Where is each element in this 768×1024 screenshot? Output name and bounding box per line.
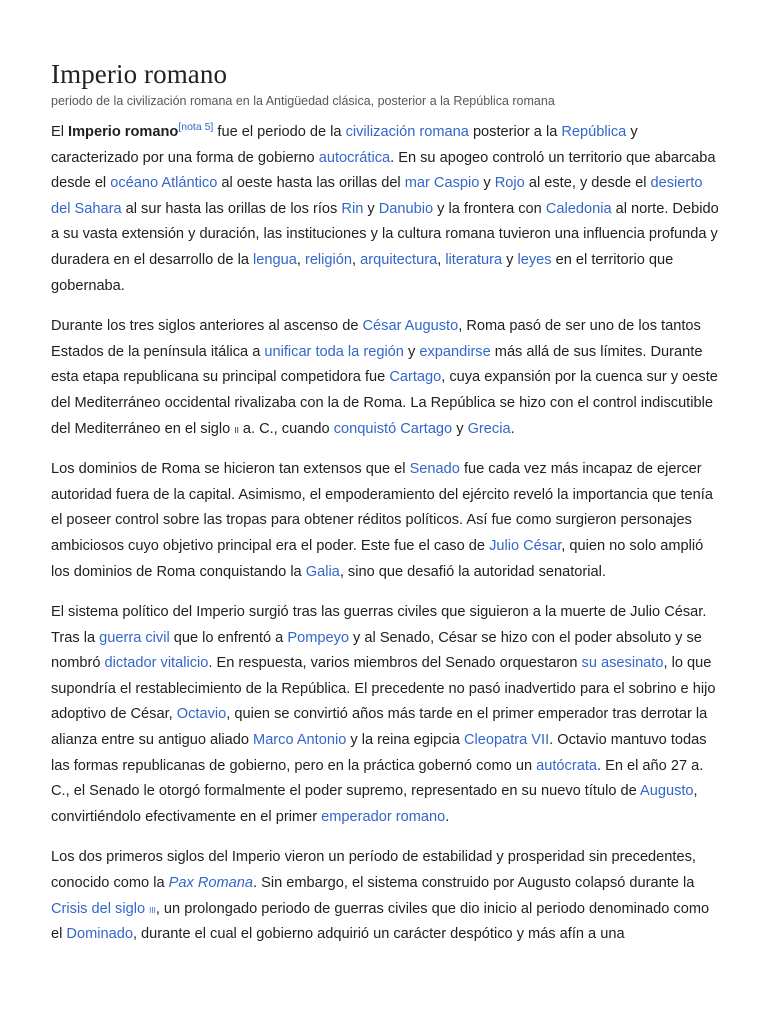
text-run: fue cada vez más incapaz de ejercer autoridad fuera de la capital. Asimismo, el empoderamiento del ejército reveló la importancia que tenía el poseer control sobre las tropas para obtener réditos políticos. Así fue como surgieron personajes ambiciosos cuyo objetivo principal era el poder. Este fue el caso de	[51, 461, 713, 554]
paragraph	[51, 845, 723, 947]
text-run: a. C., cuando	[238, 420, 334, 437]
text-run: , sino que desafió la autoridad senatorial.	[339, 563, 606, 580]
inline-link[interactable]: Dominado	[66, 926, 133, 943]
text-run: El sistema político del Imperio surgió tras las guerras civiles que siguieron a la muerte de Julio César. Tras la	[51, 604, 707, 646]
text-run: y	[403, 343, 420, 360]
inline-link[interactable]: Danubio	[378, 200, 434, 217]
inline-link[interactable]: océano Atlántico	[110, 175, 218, 192]
text-run: , Roma pasó de ser uno de los tantos Estados de la península itálica a	[51, 318, 701, 360]
text-run: al sur hasta las orillas de los ríos	[121, 200, 342, 217]
inline-link[interactable]: César Augusto	[362, 318, 459, 335]
text-run: y la reina egipcia	[346, 732, 464, 749]
inline-link[interactable]: Marco Antonio	[253, 732, 347, 749]
text-run: al norte. Debido a su vasta extensión y duración, las instituciones y la cultura romana tuvieron una influencia profunda y duradera en el desarrollo de la	[51, 200, 719, 268]
inline-link[interactable]: desierto del Sahara	[51, 175, 703, 217]
text-run: y	[452, 420, 468, 437]
text-run: en el territorio que gobernaba.	[51, 251, 674, 294]
inline-link[interactable]: Pompeyo	[287, 629, 349, 646]
paragraph	[51, 457, 723, 585]
text-run: ,	[437, 251, 446, 268]
inline-link[interactable]: conquistó Cartago	[333, 420, 453, 437]
text-run: y	[479, 175, 495, 192]
text-run: , quien se convirtió años más tarde en el primer emperador tras derrotar la alianza entre su antiguo aliado	[51, 706, 708, 749]
text-run: , durante el cual el gobierno adquirió un carácter despótico y más afín a una	[132, 926, 625, 943]
inline-link[interactable]: Pax Romana	[168, 875, 254, 892]
inline-link[interactable]: civilización romana	[345, 124, 469, 140]
text-run: . Octavio mantuvo todas las formas republicanas de gobierno, pero en la práctica gobernó como un	[51, 732, 707, 774]
text-run: , un prolongado periodo de guerras civiles que dio inicio al periodo denominado como el	[51, 900, 710, 943]
inline-link[interactable]: guerra civil	[99, 629, 170, 646]
inline-link[interactable]: iii	[149, 901, 156, 916]
text-run: ii	[234, 421, 239, 436]
page-title: Imperio romano	[51, 59, 228, 89]
text-run: , convirtiéndolo efectivamente en el primer	[51, 783, 698, 825]
text-run: . En el año 27 a. C., el Senado le otorgó formalmente el poder supremo, representado en su nuevo título de	[51, 757, 704, 800]
inline-link[interactable]: Julio César	[489, 537, 562, 554]
article	[51, 56, 723, 963]
inline-link[interactable]: leyes	[517, 251, 552, 268]
text-run: .	[445, 808, 450, 825]
text-run: .	[510, 420, 515, 437]
inline-link[interactable]: Augusto	[639, 783, 694, 800]
text-run: , cuya expansión por la cuenca sur y oeste del Mediterráneo occidental rivalizaba con la de Roma. La República se hizo con el control indiscutible del Mediterráneo en el siglo	[51, 369, 718, 437]
inline-link[interactable]: religión	[304, 251, 353, 268]
text-run: Los dominios de Roma se hicieron tan extensos que el	[51, 461, 410, 478]
text-run: al este, y desde el	[524, 175, 651, 192]
inline-link[interactable]: unificar toda la región	[264, 343, 404, 360]
inline-link[interactable]: Galia	[305, 563, 340, 580]
text-run: Los dos primeros siglos del Imperio vieron un período de estabilidad y prosperidad sin precedentes, conocido como la	[51, 849, 696, 892]
paragraph	[51, 314, 723, 442]
text-run: y al Senado, César se hizo con el poder absoluto y se nombró	[51, 629, 702, 672]
text-run: Imperio romano	[68, 124, 179, 140]
inline-link[interactable]: mar Caspio	[404, 175, 480, 192]
text-run: ,	[296, 251, 305, 268]
inline-link[interactable]: Cartago	[389, 369, 442, 386]
inline-link[interactable]: Senado	[409, 461, 460, 478]
text-run: al oeste hasta las orillas del	[217, 175, 405, 192]
inline-link[interactable]: Rin	[341, 200, 364, 217]
text-run: . Sin embargo, el sistema construido por Augusto colapsó durante la	[253, 875, 695, 892]
inline-link[interactable]: República	[561, 124, 627, 140]
inline-link[interactable]: Rojo	[494, 175, 525, 192]
text-run: y la frontera con	[433, 200, 546, 217]
text-run: Durante los tres siglos anteriores al ascenso de	[51, 318, 363, 335]
text-run: , lo que supondría el restablecimiento de la República. El precedente no pasó inadvertido para el sobrino e hijo adoptivo de César,	[51, 655, 716, 723]
inline-link[interactable]: dictador vitalicio	[104, 655, 209, 672]
inline-link[interactable]: Grecia	[467, 420, 511, 437]
text-run: . En su apogeo controló un territorio que abarcaba desde el	[51, 149, 716, 192]
text-run: y caracterizado por una forma de gobierno	[51, 124, 638, 166]
inline-link[interactable]: literatura	[445, 251, 503, 268]
inline-link[interactable]: arquitectura	[360, 251, 438, 268]
text-run: que lo enfrentó a	[169, 629, 288, 646]
inline-link[interactable]: emperador romano	[321, 808, 446, 825]
inline-link[interactable]: autócrata	[536, 757, 597, 774]
page-subtitle: periodo de la civilización romana en la Antigüedad clásica, posterior a la República romana	[51, 94, 555, 108]
inline-link[interactable]: lengua	[253, 251, 297, 268]
text-run: posterior a la	[468, 124, 562, 140]
inline-link[interactable]: Cleopatra VII	[463, 732, 550, 749]
inline-link[interactable]: Caledonia	[545, 200, 612, 217]
text-run: ,	[352, 251, 361, 268]
text-run: El	[51, 124, 69, 140]
inline-link[interactable]: su asesinato	[581, 655, 664, 672]
text-run: y	[363, 200, 379, 217]
inline-link[interactable]: autocrática	[318, 149, 391, 166]
paragraph	[51, 120, 723, 299]
inline-link[interactable]: expandirse	[419, 343, 491, 360]
text-run: , quien no solo amplió los dominios de Roma conquistando la	[51, 537, 704, 580]
inline-link[interactable]: Crisis del siglo	[51, 900, 150, 917]
inline-link[interactable]: Octavio	[176, 706, 227, 723]
footnote-link[interactable]: [nota 5]	[178, 121, 214, 134]
text-run: y	[502, 251, 518, 268]
article-body	[51, 120, 723, 948]
text-run: . En respuesta, varios miembros del Senado orquestaron	[208, 655, 582, 672]
text-run: fue el periodo de la	[213, 124, 346, 140]
paragraph	[51, 600, 723, 830]
text-run: más allá de sus límites. Durante esta etapa republicana su principal competidora fue	[51, 343, 703, 386]
